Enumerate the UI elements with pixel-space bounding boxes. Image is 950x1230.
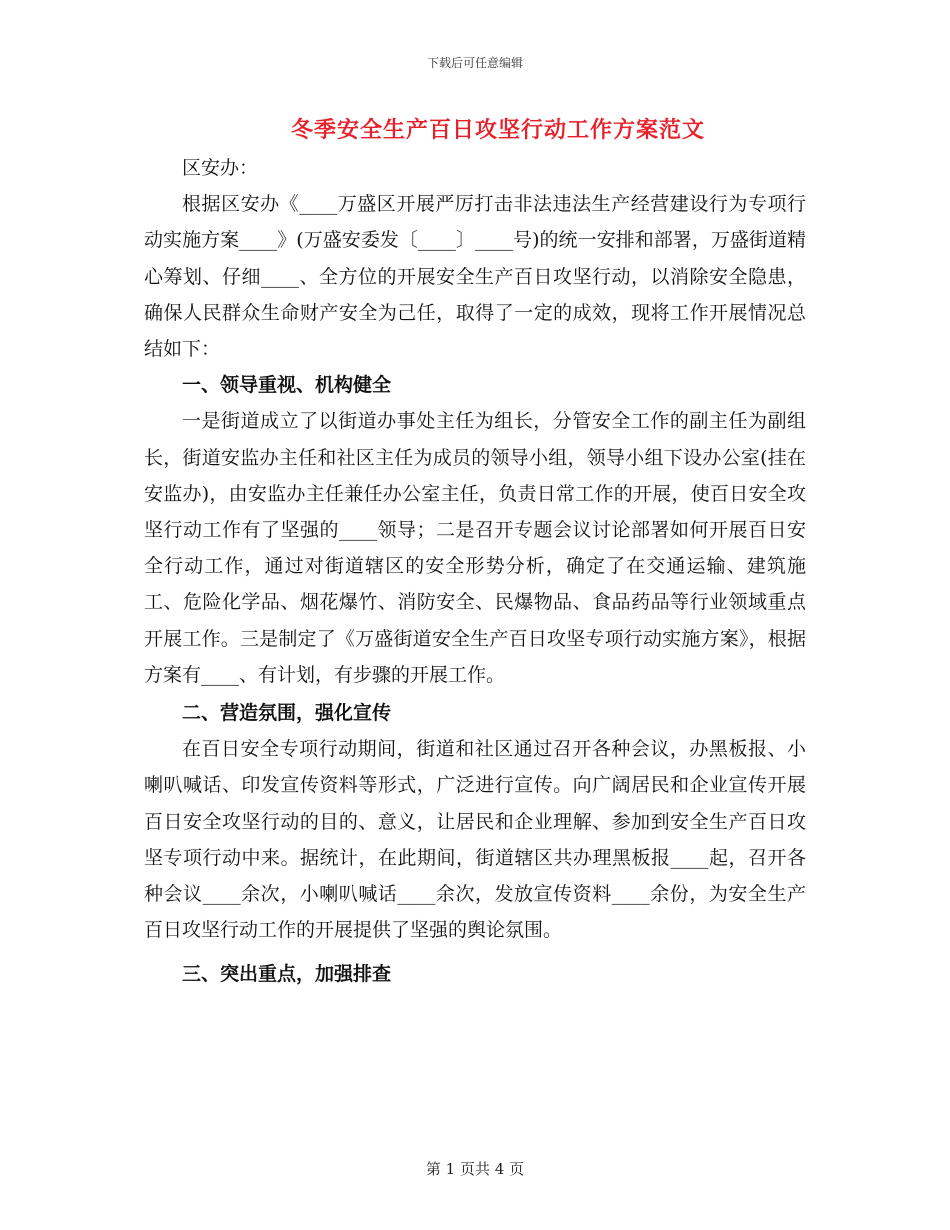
page-number: 第 1 页共 4 页 — [425, 1160, 525, 1178]
header-note: 下载后可任意编辑 — [426, 56, 523, 70]
section-body-1: 一是街道成立了以街道办事处主任为组长，分管安全工作的副主任为副组长，街道安监办主任和社区主任为成员的领导小组，领导小组下设办公室(挂在安监办)，由安监办主任兼任办公室主任，负责日常工作的开展，使百日安全攻坚行动工作有了坚强的____领导；二是召开专题会议讨论部署如何开展百日安全行动工作，通过对街道辖区的安全形势分析，确定了在交通运输、建筑施工、危险化学品、烟花爆竹、消防安全、民爆物品、食品药品等行业领域重点开展工作。三是制定了《万盛街道安全生产百日攻坚专项行动实施方案》，根据方案有____、有计划，有步骤的开展工作。 — [144, 410, 806, 686]
section-body-2: 在百日安全专项行动期间，街道和社区通过召开各种会议，办黑板报、小喇叭喊话、印发宣传资料等形式，广泛进行宣传。向广阔居民和企业宣传开展百日安全攻坚行动的目的、意义，让居民和企业理解、参加到安全生产百日攻坚专项行动中来。据统计，在此期间，街道辖区共办理黑板报____起，召开各种会议____余次，小喇叭喊话____余次，发放宣传资料____余份，为安全生产百日攻坚行动工作的开展提供了坚强的舆论氛围。 — [144, 738, 806, 942]
intro-paragraph: 根据区安办《____万盛区开展严厉打击非法违法生产经营建设行为专项行动实施方案____》(万盛安委发〔____〕____号)的统一安排和部署，万盛街道精心筹划、仔细____、全方位的开展安全生产百日攻坚行动，以消除安全隐患，确保人民群众生命财产安全为己任，取得了一定的成效，现将工作开展情况总结如下： — [144, 193, 806, 361]
section-heading-2: 二、营造氛围，强化宣传 — [182, 702, 392, 725]
salutation: 区安办： — [182, 157, 259, 179]
section-heading-1: 一、领导重视、机构健全 — [182, 374, 392, 397]
document-body — [144, 150, 806, 993]
document-title: 冬季安全生产百日攻坚行动工作方案范文 — [290, 117, 705, 143]
section-heading-3: 三、突出重点，加强排查 — [182, 963, 392, 986]
